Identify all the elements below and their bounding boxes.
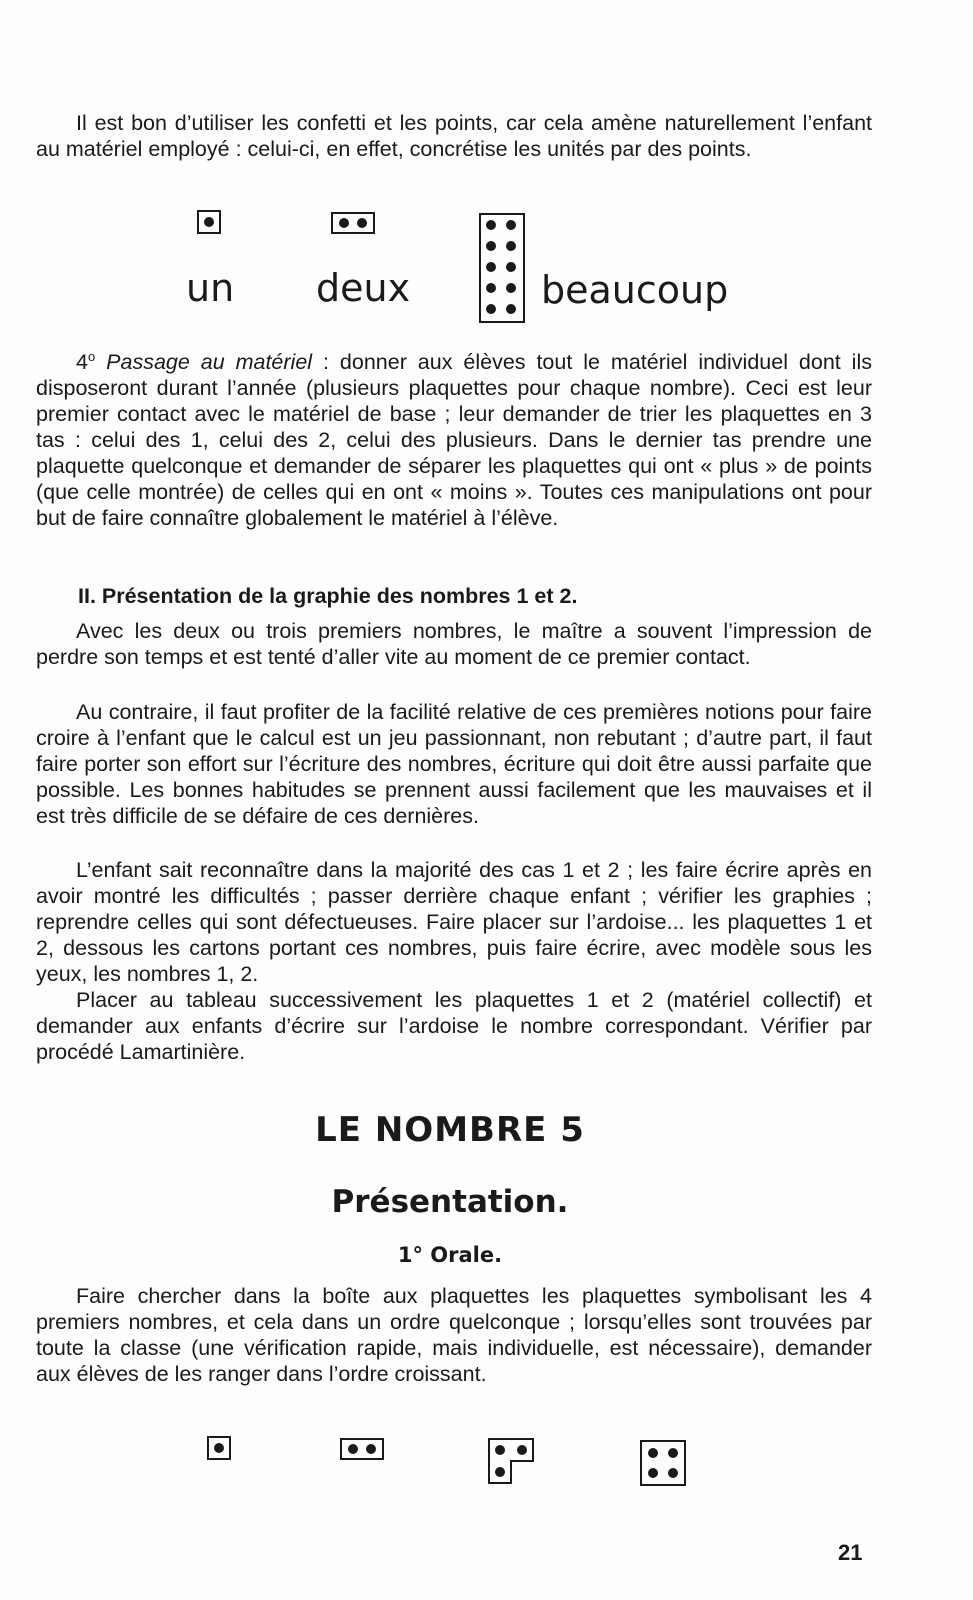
section-paragraph-1: Avec les deux ou trois premiers nombres, le maître a souvent l’impression de perdre son temps et est tenté d’aller vite au moment de ce premier contact. — [36, 619, 872, 669]
plaquette-four-dots — [640, 1440, 686, 1486]
intro-paragraph: Il est bon d’utiliser les confetti et les points, car cela amène naturellement l’enfant au matériel employé : celui-ci, en effet, concrétise les unités par des points. — [36, 111, 872, 161]
dot — [486, 283, 496, 293]
chapter-subtitle: Présentation. — [331, 1184, 569, 1220]
label-deux: deux — [316, 266, 411, 310]
dot — [495, 1445, 505, 1455]
dot — [506, 283, 516, 293]
section-paragraph-3: L’enfant sait reconnaître dans la majorité des cas 1 et 2 ; les faire écrire après en avoir montré les difficultés ; passer derrière chaque enfant ; vérifier les graphies ; reprendre celles qui sont défectueuses. Faire placer sur l’ardoise... les plaquettes 1 et 2, dessous les cartons portant ces nombres, puis faire écrire, avec modèle sous les yeux, les nombres 1, 2. — [36, 858, 872, 986]
passage-text: : donner aux élèves tout le matériel individuel dont ils disposeront durant l’année (plusieurs plaquettes pour chaque nombre). Ceci est leur premier contact avec le matériel de base ; leur demander de trier les plaquettes en 3 tas : celui des 1, celui des 2, celui des plusieurs. Dans le dernier tas prendre une plaquette quelconque et demander de séparer les plaquettes qui ont « plus » de points (que celle montrée) de celles qui en ont « moins ». Toutes ces manipulations ont pour but de faire connaître globalement le matériel à l’élève. — [36, 350, 872, 530]
plaquette-two-dots — [340, 1438, 384, 1460]
dot — [668, 1468, 678, 1478]
plaquette-two-dots — [331, 212, 375, 234]
section-paragraph-4: Placer au tableau successivement les plaquettes 1 et 2 (matériel collectif) et demander aux enfants d’écrire sur l’ardoise le nombre correspondant. Vérifier par procédé Lamartinière. — [36, 988, 872, 1064]
section-heading: II. Présentation de la graphie des nombres 1 et 2. — [78, 584, 578, 608]
dot — [648, 1448, 658, 1458]
page-number: 21 — [838, 1540, 863, 1565]
dot — [506, 304, 516, 314]
plaquette-one-dot — [207, 1436, 231, 1460]
passage-paragraph — [36, 349, 872, 531]
chapter-title: LE NOMBRE 5 — [315, 1110, 585, 1150]
dot — [668, 1448, 678, 1458]
dot — [357, 218, 367, 228]
plaquette-one-dot — [197, 210, 221, 234]
passage-title: Passage au matériel — [106, 350, 313, 374]
plaquette-ten-dots — [479, 213, 525, 323]
chapter-paragraph: Faire chercher dans la boîte aux plaquettes les plaquettes symbolisant les 4 premiers nombres, et cela dans un ordre quelconque ; lorsqu’elles sont trouvées par toute la classe (une vérification rapide, mais individuelle, est nécessaire), demander aux élèves de les ranger dans l’ordre croissant. — [36, 1284, 872, 1386]
label-un: un — [186, 266, 235, 310]
dot — [495, 1467, 505, 1477]
dot — [214, 1443, 224, 1453]
dot — [506, 241, 516, 251]
dot — [486, 262, 496, 272]
dot — [204, 217, 214, 227]
passage-number: 4 — [76, 350, 88, 374]
dot — [506, 220, 516, 230]
dot — [366, 1444, 376, 1454]
label-beaucoup: beaucoup — [541, 268, 729, 312]
dot — [486, 304, 496, 314]
dot — [486, 241, 496, 251]
dot — [517, 1445, 527, 1455]
dot — [506, 262, 516, 272]
plaquette-three-dots — [488, 1438, 536, 1486]
chapter-subsection: 1° Orale. — [397, 1243, 503, 1267]
dot — [648, 1468, 658, 1478]
dot — [339, 218, 349, 228]
passage-degree: o — [87, 348, 96, 364]
dot — [348, 1444, 358, 1454]
section-paragraph-2: Au contraire, il faut profiter de la facilité relative de ces premières notions pour faire croire à l’enfant que le calcul est un jeu passionnant, non rebutant ; d’autre part, il faut faire porter son effort sur l’écriture des nombres, écriture qui doit être aussi parfaite que possible. Les bonnes habitudes se prennent aussi facilement que les mauvaises et il est très difficile de se défaire de ces dernières. — [36, 700, 872, 828]
dot — [486, 220, 496, 230]
